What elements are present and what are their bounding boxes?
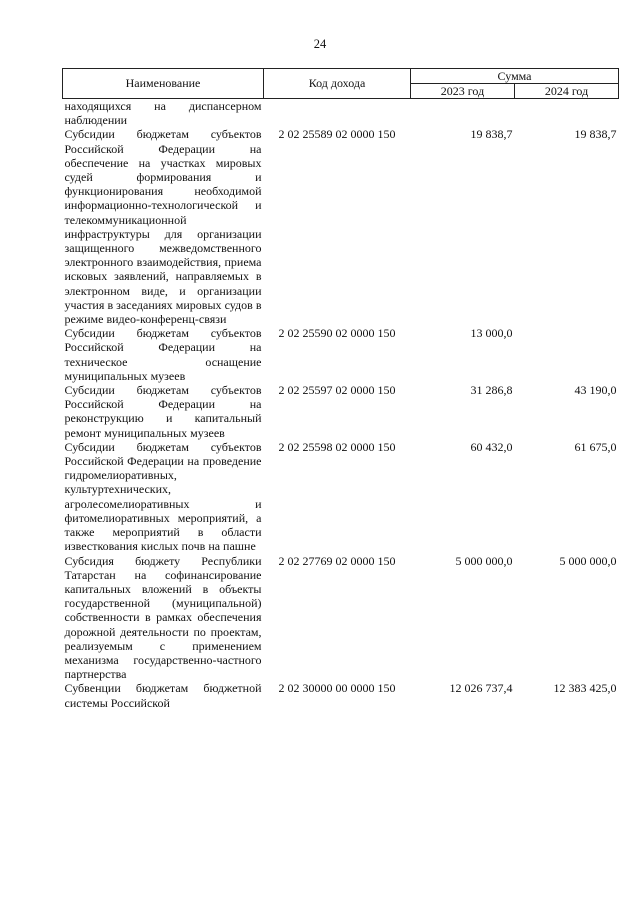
table-row [63, 99, 619, 128]
row-code: 2 02 25589 02 0000 150 [278, 127, 396, 142]
row-code: 2 02 25598 02 0000 150 [278, 439, 396, 454]
page-number: 24 [313, 37, 327, 51]
row-name: находящихся на диспансерном наблюдении [64, 99, 262, 128]
row-amount-2024: 43 190,0 [574, 383, 617, 398]
table-row [63, 326, 619, 383]
row-amount-2024 [515, 326, 619, 383]
table-row [63, 554, 619, 682]
row-amount-2024 [515, 99, 619, 128]
table-row [63, 681, 619, 709]
header-year-2023: 2023 год [411, 84, 515, 99]
row-amount-2024: 5 000 000,0 [559, 553, 617, 568]
row-amount-2023: 19 838,7 [470, 127, 513, 142]
row-amount-2024: 19 838,7 [574, 127, 617, 142]
row-amount-2023: 13 000,0 [470, 326, 513, 341]
row-amount-2023: 5 000 000,0 [455, 553, 513, 568]
header-sum: Сумма [411, 69, 619, 84]
row-amount-2024: 12 383 425,0 [553, 681, 617, 696]
row-code: 2 02 30000 00 0000 150 [278, 681, 396, 696]
row-name: Субвенции бюджетам бюджетной системы Российской [64, 681, 262, 710]
revenue-table [62, 68, 619, 710]
row-name: Субсидии бюджетам субъектов Российской Федерации на реконструкцию и капитальный ремонт муниципальных музеев [64, 383, 262, 440]
row-code [264, 99, 411, 128]
row-amount-2024: 61 675,0 [574, 439, 617, 454]
table-row [63, 383, 619, 440]
row-amount-2023: 12 026 737,4 [449, 681, 513, 696]
row-name: Субсидия бюджету Республики Татарстан на софинансирование капитальных вложений в объекты государственной (муниципальной) собственности в рамках обеспечения дорожной деятельности по проектам, реализуемым с применением механизма государственно-частного партнерства [64, 553, 262, 682]
row-amount-2023 [411, 99, 515, 128]
row-name: Субсидии бюджетам субъектов Российской Федерации на обеспечение на участках мировых судей формирования и функционирования необходимой информационно-технологической и телекоммуникационной инфраструктуры для организации защищенного межведомственного электронного взаимодействия, приема исковых заявлений, направляемых в электронном виде, и организации участия в заседаниях мировых судов в режиме видео-конференц-связи [64, 127, 262, 327]
row-amount-2023: 60 432,0 [470, 439, 513, 454]
table-row [63, 440, 619, 554]
row-code: 2 02 27769 02 0000 150 [278, 553, 396, 568]
row-amount-2023: 31 286,8 [470, 383, 513, 398]
header-year-2024: 2024 год [515, 84, 619, 99]
row-code: 2 02 25597 02 0000 150 [278, 383, 396, 398]
header-name: Наименование [63, 69, 264, 99]
header-code: Код дохода [264, 69, 411, 99]
row-code: 2 02 25590 02 0000 150 [278, 326, 396, 341]
row-name: Субсидии бюджетам субъектов Российской Федерации на техническое оснащение муниципальных музеев [64, 326, 262, 383]
row-name: Субсидии бюджетам субъектов Российской Федерации на проведение гидромелиоративных, культуртехнических, агролесомелиоративных и фитомелиоративных мероприятий, а также мероприятий в области известкования кислых почв на пашне [64, 439, 262, 554]
table-row [63, 127, 619, 326]
